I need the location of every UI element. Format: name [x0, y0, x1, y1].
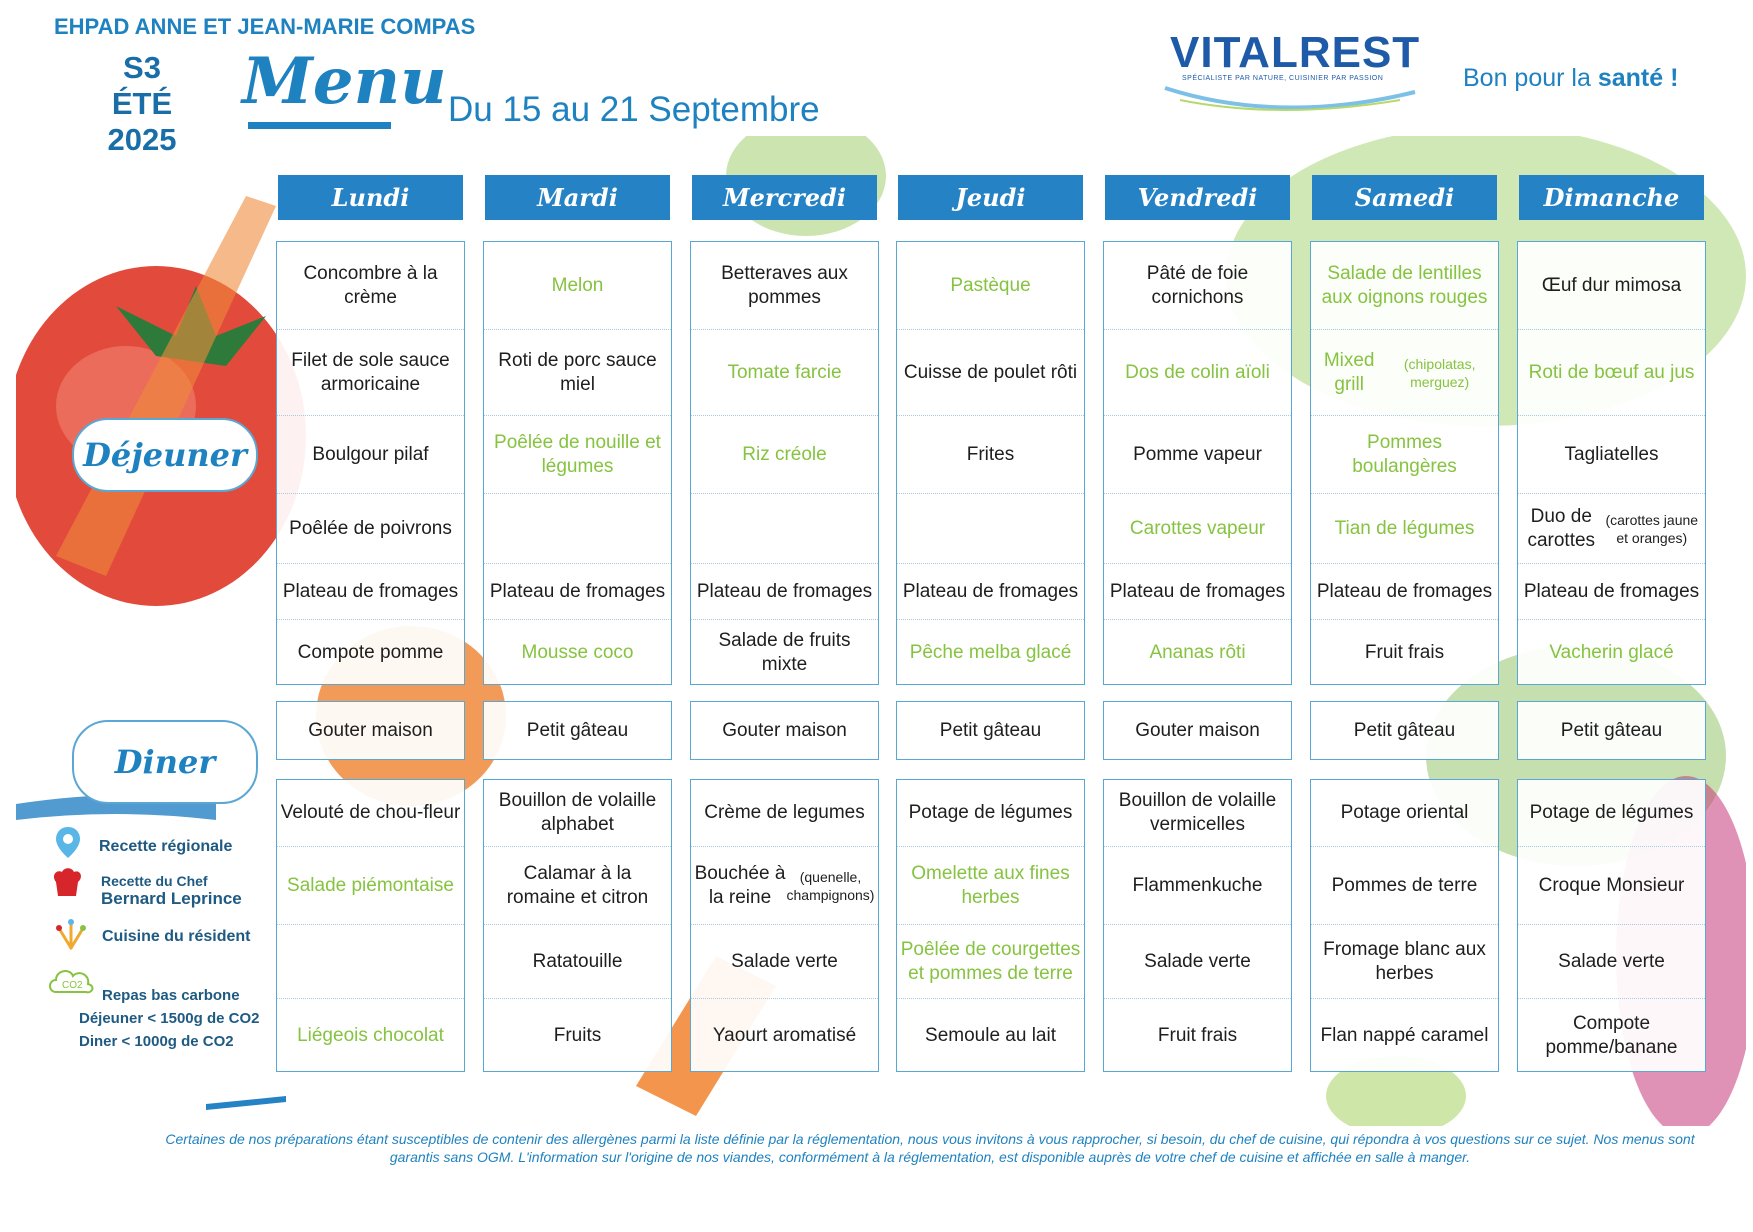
- dish-name: Fruits: [553, 1025, 602, 1046]
- dish-name: Flan nappé caramel: [1320, 1025, 1489, 1046]
- lunch-item: [897, 416, 1084, 494]
- lunch-item: [897, 494, 1084, 564]
- dish-name: Croque Monsieur: [1538, 874, 1685, 896]
- dish-name: Fruit frais: [1157, 1025, 1238, 1046]
- dish-name: Fruit frais: [1364, 642, 1445, 663]
- chef-hat-icon: [50, 866, 84, 900]
- week-badge: [100, 50, 184, 158]
- dinner-item: [1518, 780, 1705, 847]
- lunch-item: [691, 330, 878, 416]
- dish-name: Tomate farcie: [727, 361, 842, 383]
- dinner-item: [1104, 925, 1291, 999]
- dish-name: Riz créole: [742, 443, 827, 465]
- dish-name: Salade verte: [1144, 950, 1251, 972]
- dinner-item: [277, 999, 464, 1073]
- dish-name: Concombre à la crème: [303, 262, 438, 308]
- dish-name: Plateau de fromages: [489, 580, 666, 602]
- legend-regional-label: Recette régionale: [99, 838, 233, 855]
- dinner-box: [896, 779, 1085, 1072]
- dish-name: Filet de sole sauce armoricaine: [291, 349, 450, 395]
- slogan-emphasis: santé !: [1597, 64, 1679, 92]
- dinner-item: [277, 925, 464, 999]
- lunch-item: [1518, 620, 1705, 686]
- dinner-item: [691, 999, 878, 1073]
- dish-name: Poêlée de nouille et légumes: [494, 431, 661, 477]
- dinner-item: [691, 925, 878, 999]
- dinner-item: [1311, 847, 1498, 925]
- dish-name: Mixed grill: [1323, 349, 1375, 395]
- dish-name: Œuf dur mimosa: [1541, 274, 1682, 296]
- dinner-item: [1311, 780, 1498, 847]
- lunch-item: [277, 242, 464, 330]
- dish-name: Duo de carottes: [1527, 505, 1596, 551]
- lunch-item: [897, 330, 1084, 416]
- day-header: Samedi: [1312, 175, 1497, 220]
- dinner-item: [1311, 999, 1498, 1073]
- dish-name: Pommes de terre: [1331, 874, 1478, 896]
- dinner-item: [1518, 999, 1705, 1073]
- legend-resident-label: Cuisine du résident: [102, 928, 251, 945]
- lunch-item: [484, 416, 671, 494]
- dinner-box: [690, 779, 879, 1072]
- lunch-item: [484, 242, 671, 330]
- dinner-item: [1518, 847, 1705, 925]
- dinner-item: [897, 925, 1084, 999]
- dish-name: Roti de bœuf au jus: [1528, 361, 1695, 383]
- slogan: [1463, 64, 1678, 93]
- dish-name: Potage de légumes: [1529, 802, 1694, 823]
- day-header: Jeudi: [898, 175, 1083, 220]
- dish-name: Bouillon de volaille alphabet: [498, 790, 657, 835]
- lunch-box: [1310, 241, 1499, 685]
- dish-name: Melon: [551, 274, 604, 296]
- dish-name: Pâté de foie cornichons: [1146, 262, 1249, 308]
- svg-text:CO2: CO2: [62, 980, 83, 991]
- day-header: Vendredi: [1105, 175, 1290, 220]
- lunch-box: [483, 241, 672, 685]
- lunch-item: [691, 416, 878, 494]
- dinner-box: [276, 779, 465, 1072]
- menu-title-underline: [248, 122, 391, 129]
- slogan-prefix: Bon pour la: [1463, 64, 1598, 92]
- dish-name: Plateau de fromages: [1523, 580, 1700, 602]
- dish-name: Compote pomme/banane: [1545, 1013, 1678, 1058]
- location-pin-icon: [54, 826, 82, 860]
- dinner-item: [277, 780, 464, 847]
- dish-name: Roti de porc sauce miel: [498, 349, 657, 395]
- lunch-item: [1518, 242, 1705, 330]
- lunch-item: [691, 564, 878, 620]
- snack-box: [483, 701, 672, 760]
- legend-chef-line2: Bernard Leprince: [101, 889, 242, 908]
- lunch-label: Déjeuner: [72, 418, 258, 492]
- lunch-item: [1518, 330, 1705, 416]
- day-header: Mardi: [485, 175, 670, 220]
- lunch-item: [484, 564, 671, 620]
- dish-name: Pêche melba glacé: [909, 642, 1072, 663]
- dinner-item: [1104, 780, 1291, 847]
- dish-name: Plateau de fromages: [902, 580, 1079, 602]
- vitalrest-logo: VITALREST: [1170, 28, 1421, 77]
- dish-name: Salade piémontaise: [287, 874, 454, 896]
- lunch-item: [1104, 564, 1291, 620]
- dish-name: Calamar à la romaine et citron: [506, 862, 649, 908]
- lunch-item: [1518, 564, 1705, 620]
- dish-name: Flammenkuche: [1132, 874, 1263, 896]
- snack-item: Petit gâteau: [1353, 719, 1456, 741]
- lunch-box: [276, 241, 465, 685]
- legend-chef-label: [101, 872, 242, 908]
- dish-name: Dos de colin aïoli: [1125, 361, 1270, 383]
- dish-name: Bouchée à la reine: [694, 862, 786, 908]
- dinner-item: [1311, 925, 1498, 999]
- day-header: Mercredi: [692, 175, 877, 220]
- snack-item: Petit gâteau: [1560, 719, 1663, 741]
- lunch-box: [690, 241, 879, 685]
- dish-name: Frites: [966, 443, 1015, 465]
- day-header: Dimanche: [1519, 175, 1704, 220]
- lunch-item: [1104, 242, 1291, 330]
- dinner-item: [484, 780, 671, 847]
- dinner-label: Diner: [72, 720, 258, 804]
- dinner-item: [897, 780, 1084, 847]
- lunch-item: [277, 416, 464, 494]
- lunch-item: [691, 494, 878, 564]
- week-code: S3: [123, 50, 161, 85]
- dish-detail: (carottes jaune et oranges): [1605, 511, 1699, 546]
- dinner-item: [1518, 925, 1705, 999]
- snack-item: Gouter maison: [722, 719, 847, 741]
- lunch-item: [691, 620, 878, 686]
- dinner-box: [483, 779, 672, 1072]
- dish-name: Ananas rôti: [1149, 642, 1246, 663]
- snack-box: [1103, 701, 1292, 760]
- year: 2025: [107, 122, 177, 157]
- dish-name: Tian de légumes: [1334, 517, 1475, 539]
- snack-box: [1310, 701, 1499, 760]
- legend-carbon-label: [79, 984, 260, 1053]
- lunch-item: [277, 330, 464, 416]
- dish-name: Ratatouille: [532, 950, 623, 972]
- dish-name: Fromage blanc aux herbes: [1323, 938, 1486, 984]
- snack-item: Petit gâteau: [526, 719, 629, 741]
- dish-detail: (chipolatas, merguez): [1403, 355, 1476, 390]
- lunch-item: [897, 242, 1084, 330]
- sparkle-icon: [54, 918, 88, 952]
- dinner-item: [484, 999, 671, 1073]
- dish-detail: (quenelle, champignons): [786, 868, 875, 903]
- lunch-item: [1311, 242, 1498, 330]
- lunch-box: [896, 241, 1085, 685]
- snack-box: [690, 701, 879, 760]
- legend-carbon-line3: Diner < 1000g de CO2: [79, 1033, 234, 1050]
- dish-name: Salade verte: [731, 950, 838, 972]
- establishment-name: EHPAD ANNE ET JEAN-MARIE COMPAS: [54, 14, 476, 39]
- dish-name: Plateau de fromages: [1316, 580, 1493, 602]
- dish-name: Betteraves aux pommes: [721, 262, 848, 308]
- lunch-box: [1517, 241, 1706, 685]
- lunch-item: [1311, 416, 1498, 494]
- lunch-item: [484, 494, 671, 564]
- dish-name: Velouté de chou-fleur: [280, 802, 461, 823]
- dinner-box: [1103, 779, 1292, 1072]
- dish-name: Salade de fruits mixte: [718, 630, 851, 675]
- dish-name: Poêlée de poivrons: [289, 517, 452, 539]
- dish-name: Pommes boulangères: [1352, 431, 1457, 477]
- legend-chef-line1: Recette du Chef: [101, 873, 208, 889]
- dinner-box: [1310, 779, 1499, 1072]
- dish-name: Potage de légumes: [908, 802, 1073, 823]
- dish-name: Compote pomme: [297, 642, 444, 663]
- dish-name: Mousse coco: [521, 642, 634, 663]
- snack-item: Gouter maison: [308, 719, 433, 741]
- dish-name: Carottes vapeur: [1129, 517, 1266, 539]
- allergen-disclaimer: Certaines de nos préparations étant susceptibles de contenir des allergènes parmi la liste définie par la réglementation, nous vous invitons à vous rapprocher, si besoin, du chef de cuisine, qui répondra à vos questions sur ce sujet. Nos menus sont garantis sans OGM. L'information sur l'origine de nos viandes, conformément à la réglementation, est disponible auprès de votre chef de cuisine et affichée en salle à manger.: [165, 1131, 1695, 1165]
- legend-carbon-line2: Déjeuner < 1500g de CO2: [79, 1010, 260, 1027]
- dish-name: Plateau de fromages: [282, 580, 459, 602]
- lunch-box: [1103, 241, 1292, 685]
- lunch-item: [1311, 620, 1498, 686]
- dish-name: Poêlée de courgettes et pommes de terre: [900, 938, 1081, 984]
- dish-name: Bouillon de volaille vermicelles: [1118, 790, 1277, 835]
- lunch-item: [1518, 416, 1705, 494]
- lunch-item: [484, 620, 671, 686]
- lunch-item: [897, 620, 1084, 686]
- date-range: Du 15 au 21 Septembre: [448, 90, 820, 129]
- lunch-item: [277, 494, 464, 564]
- legend-carbon-line1: Repas bas carbone: [102, 987, 240, 1004]
- dish-name: Tagliatelles: [1564, 443, 1659, 465]
- lunch-item: [277, 620, 464, 686]
- dish-name: Crème de legumes: [704, 802, 865, 823]
- lunch-item: [897, 564, 1084, 620]
- dish-name: Vacherin glacé: [1549, 642, 1674, 663]
- dinner-item: [897, 847, 1084, 925]
- dish-name: Semoule au lait: [925, 1025, 1056, 1046]
- dish-name: Boulgour pilaf: [312, 443, 429, 465]
- dinner-item: [1104, 999, 1291, 1073]
- lunch-item: [1104, 416, 1291, 494]
- vitalrest-tagline: SPÉCIALISTE PAR NATURE, CUISINIER PAR PASSION: [1182, 75, 1384, 82]
- dinner-item: [897, 999, 1084, 1073]
- lunch-item: [1518, 494, 1705, 564]
- snack-box: [276, 701, 465, 760]
- dinner-item: [691, 847, 878, 925]
- snack-box: [896, 701, 1085, 760]
- lunch-item: [1104, 620, 1291, 686]
- day-header: Lundi: [278, 175, 463, 220]
- season: ÉTÉ: [111, 86, 173, 121]
- logo-swoosh-icon: [1160, 80, 1420, 120]
- dinner-item: [1104, 847, 1291, 925]
- dish-name: Salade de lentilles aux oignons rouges: [1321, 262, 1488, 308]
- lunch-item: [277, 564, 464, 620]
- lunch-item: [484, 330, 671, 416]
- lunch-item: [1311, 494, 1498, 564]
- snack-item: Gouter maison: [1135, 719, 1260, 741]
- dinner-item: [484, 847, 671, 925]
- dinner-item: [691, 780, 878, 847]
- dinner-item: [277, 847, 464, 925]
- dish-name: Yaourt aromatisé: [712, 1025, 857, 1046]
- dish-name: Pastèque: [950, 274, 1031, 296]
- dinner-box: [1517, 779, 1706, 1072]
- snack-box: [1517, 701, 1706, 760]
- dish-name: Salade verte: [1558, 950, 1665, 972]
- lunch-item: [691, 242, 878, 330]
- dinner-item: [484, 925, 671, 999]
- lunch-item: [1311, 330, 1498, 416]
- dish-name: Potage oriental: [1340, 802, 1469, 823]
- dish-name: Plateau de fromages: [696, 580, 873, 602]
- dish-name: Plateau de fromages: [1109, 580, 1286, 602]
- dish-name: Cuisse de poulet rôti: [903, 361, 1078, 383]
- dish-name: Pomme vapeur: [1133, 443, 1262, 465]
- lunch-item: [1104, 330, 1291, 416]
- dish-name: Liégeois chocolat: [297, 1025, 444, 1046]
- menu-title: Menu: [242, 44, 447, 119]
- lunch-item: [1104, 494, 1291, 564]
- snack-item: Petit gâteau: [939, 719, 1042, 741]
- lunch-item: [1311, 564, 1498, 620]
- dish-name: Omelette aux fines herbes: [911, 862, 1070, 908]
